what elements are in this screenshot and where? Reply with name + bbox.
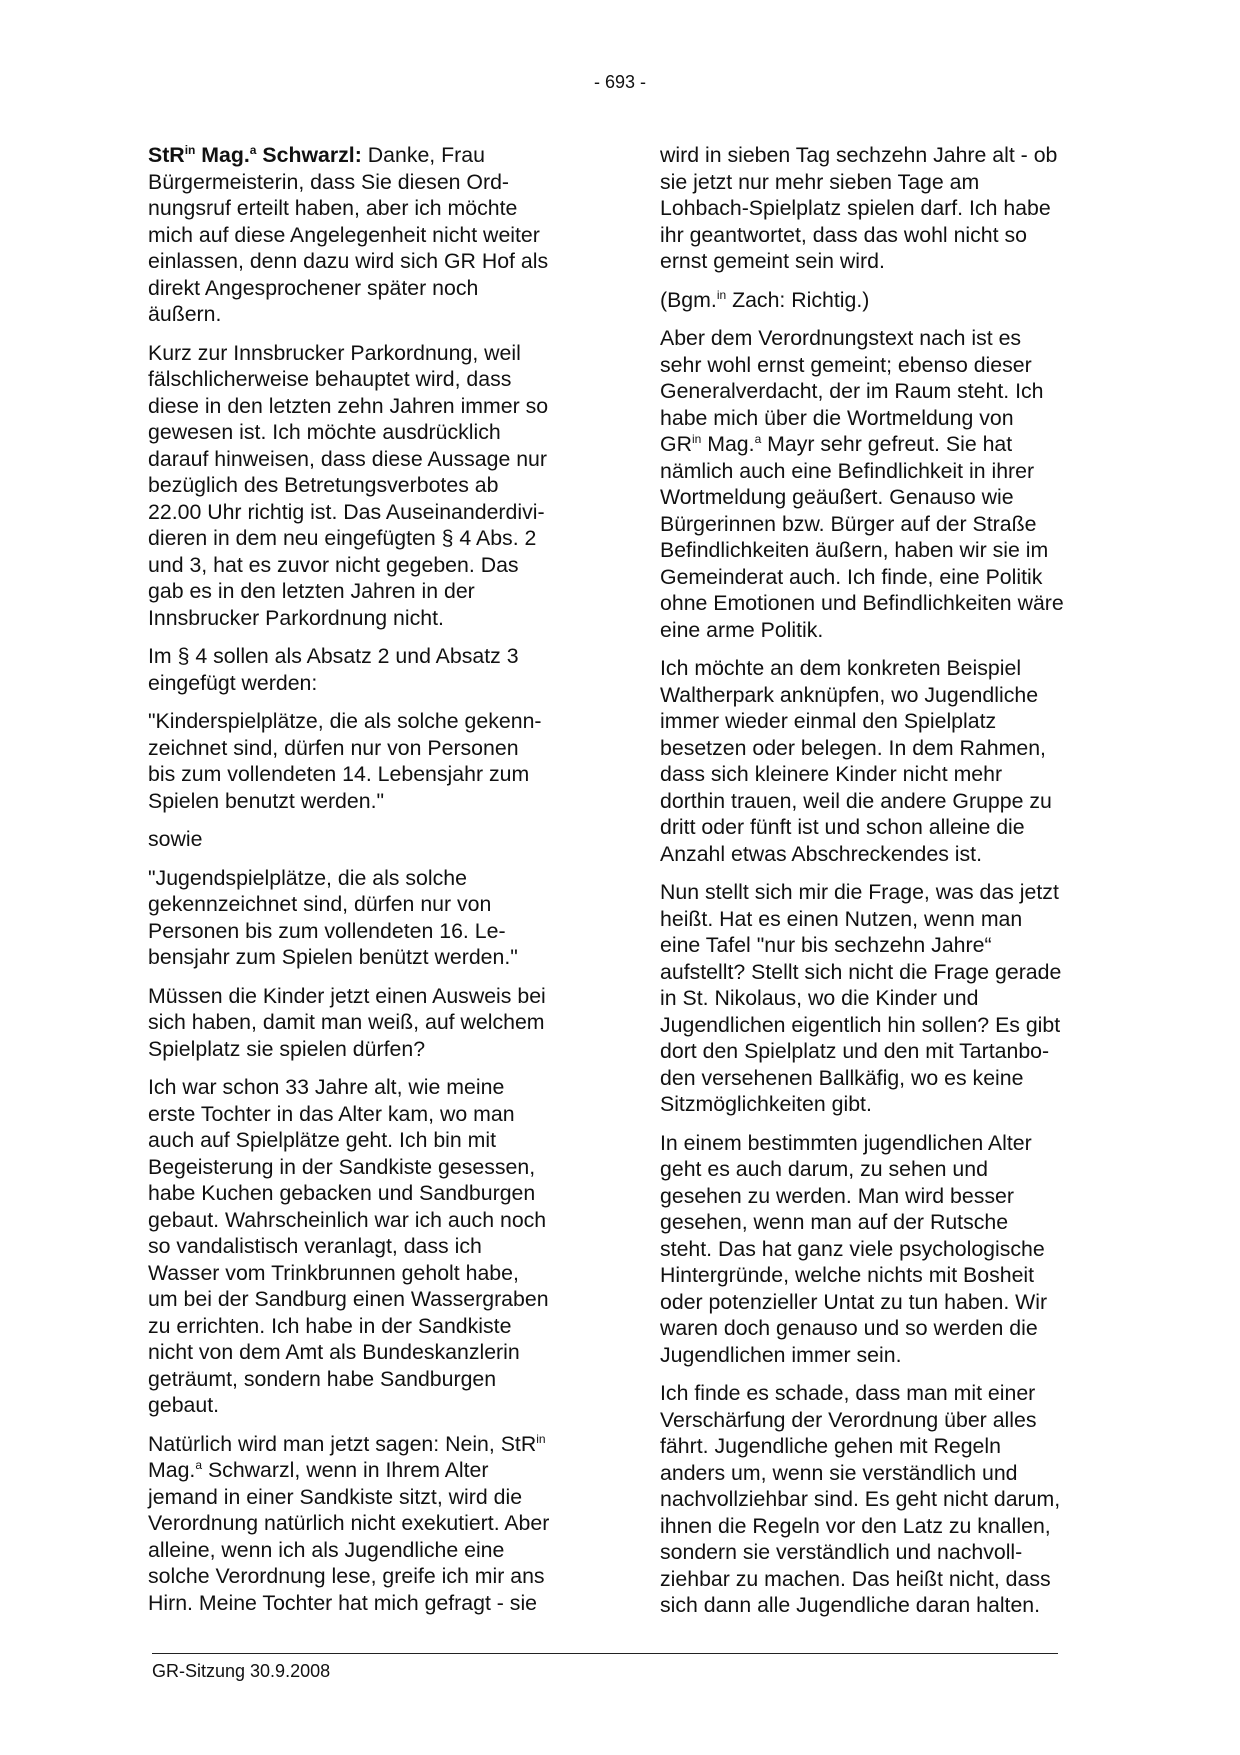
paragraph-text: Mag. bbox=[148, 1458, 196, 1482]
paragraph: Nun stellt sich mir die Frage, was das jetzt heißt. Hat es einen Nutzen, wenn man eine Tafel "nur bis sechzehn Jahre“ aufstellt? Stellt sich nicht die Frage gerade in St. Nikolaus, wo die Kinder und Jugendlichen eigentlich hin sollen? Es gibt dort den Spielplatz und den mit Tartanbo- den versehenen Ballkäfig, wo es keine Sitzmöglichkeiten gibt. bbox=[660, 880, 1062, 1116]
speaker-mag-sup: a bbox=[249, 142, 257, 157]
footer-divider bbox=[152, 1653, 1058, 1654]
left-column bbox=[148, 142, 588, 1628]
paragraph: Müssen die Kinder jetzt einen Ausweis bei sich haben, damit man weiß, auf welchem Spielplatz sie spielen dürfen? bbox=[148, 983, 546, 1061]
paragraph: Im § 4 sollen als Absatz 2 und Absatz 3 eingefügt werden: bbox=[148, 644, 519, 695]
paragraph-text: (Bgm. bbox=[660, 287, 717, 312]
paragraph: In einem bestimmten jugendlichen Alter geht es auch darum, zu sehen und gesehen zu werden. Man wird besser gesehen, wenn man auf der Rutsche steht. Das hat ganz viele psychologische Hintergründe, welche nichts mit Bosheit oder potenzieller Untat zu tun haben. Wir waren doch genauso und so werden die Jugendlichen immer sein. bbox=[660, 1130, 1048, 1367]
paragraph: wird in sieben Tag sechzehn Jahre alt - ob sie jetzt nur mehr sieben Tage am Lohbach-Spielplatz spielen darf. Ich habe ihr geantwortet, dass das wohl nicht so ernst gemeint sein wird. bbox=[660, 143, 1058, 273]
superscript: a bbox=[195, 1457, 203, 1472]
page-number: - 693 - bbox=[593, 72, 647, 92]
paragraph-text: Zach: Richtig.) bbox=[726, 287, 870, 312]
paragraph: sowie bbox=[148, 827, 203, 851]
paragraph: Ich war schon 33 Jahre alt, wie meine erste Tochter in das Alter kam, wo man auch auf Spielplätze geht. Ich bin mit Begeisterung in der Sandkiste gesessen, habe Kuchen gebacken und Sandburgen gebaut. Wahrscheinlich war ich auch noch so vandalistisch veranlagt, dass ich Wasser vom Trinkbrunnen geholt habe, um bei der Sandburg einen Wassergraben zu errichten. Ich habe in der Sandkiste nicht von dem Amt als Bundeskanzlerin geträumt, sondern habe Sandburgen gebaut. bbox=[148, 1075, 549, 1417]
paragraph-text: Mayr sehr gefreut. Sie hat nämlich auch eine Befindlichkeit in ihrer Wortmeldung geäußert. Genauso wie Bürgerinnen bzw. Bürger auf der Straße Befindlichkeiten äußern, haben wir sie im Gemeinderat auch. Ich finde, eine Politik ohne Emotionen und Befindlichkeiten wäre eine arme Politik. bbox=[660, 432, 1064, 642]
superscript: in bbox=[691, 431, 702, 446]
right-column bbox=[660, 142, 1100, 1631]
paragraph bbox=[660, 325, 1100, 643]
paragraph-text: Mag. bbox=[701, 432, 755, 456]
interjection bbox=[660, 287, 1100, 314]
speaker-name bbox=[148, 143, 362, 167]
paragraph: Ich finde es schade, dass man mit einer Verschärfung der Verordnung über alles fährt. Jugendliche gehen mit Regeln anders um, wenn sie verständlich und nachvollziehbar sind. Es geht nicht darum, ihnen die Regeln vor den Latz zu knallen, sondern sie verständlich und nachvoll- ziehbar zu machen. Das heißt nicht, dass sich dann alle Jugendliche daran halten. bbox=[660, 1381, 1061, 1617]
speaker-mag: Mag. bbox=[195, 143, 250, 167]
speaker-title-prefix: StR bbox=[148, 143, 185, 167]
speaker-surname: Schwarzl: bbox=[256, 143, 362, 167]
paragraph-text: Aber dem Verordnungstext nach ist es sehr wohl ernst gemeint; ebenso dieser Generalverdacht, der im Raum steht. Ich habe mich über die Wortmeldung von GR bbox=[660, 326, 1044, 456]
paragraph bbox=[148, 1431, 588, 1617]
footer-session-date: GR-Sitzung 30.9.2008 bbox=[152, 1661, 331, 1681]
paragraph-speaker-intro bbox=[148, 142, 588, 328]
paragraph: Kurz zur Innsbrucker Parkordnung, weil fälschlicherweise behauptet wird, dass diese in den letzten zehn Jahren immer so gewesen ist. Ich möchte ausdrücklich darauf hinweisen, dass diese Aussage nur bezüglich des Betretungsverbotes ab 22.00 Uhr richtig ist. Das Auseinanderdivi- dieren in dem neu eingefügten § 4 Abs. 2 und 3, hat es zuvor nicht gegeben. Das gab es in den letzten Jahren in der Innsbrucker Parkordnung nicht. bbox=[148, 340, 549, 630]
superscript: a bbox=[754, 431, 762, 446]
paragraph-text: Danke, Frau Bürgermeisterin, dass Sie diesen Ord- nungsruf erteilt haben, aber ich möchte mich auf diese Angelegenheit nicht weiter einlassen, denn dazu wird sich GR Hof als direkt Angesprochener später noch äußern. bbox=[148, 143, 549, 326]
superscript: in bbox=[536, 1431, 546, 1446]
quoted-regulation: "Kinderspielplätze, die als solche gekenn- zeichnet sind, dürfen nur von Personen bis zum vollendeten 14. Lebensjahr zum Spielen benutzt werden." bbox=[148, 709, 542, 813]
quoted-regulation: "Jugendspielplätze, die als solche gekennzeichnet sind, dürfen nur von Personen bis zum vollendeten 16. Le- bensjahr zum Spielen benützt werden." bbox=[148, 865, 518, 969]
superscript: in bbox=[716, 287, 727, 302]
paragraph: Ich möchte an dem konkreten Beispiel Waltherpark anknüpfen, wo Jugendliche immer wieder einmal den Spielplatz besetzen oder belegen. In dem Rahmen, dass sich kleinere Kinder nicht mehr dorthin trauen, weil die andere Gruppe zu dritt oder fünft ist und schon alleine die Anzahl etwas Abschreckendes ist. bbox=[660, 656, 1052, 866]
paragraph-text: Natürlich wird man jetzt sagen: Nein, StR bbox=[148, 1431, 537, 1456]
speaker-title-sup: in bbox=[184, 142, 196, 157]
paragraph-text: Schwarzl, wenn in Ihrem Alter jemand in einer Sandkiste sitzt, wird die Verordnung natürlich nicht exekutiert. Aber alleine, wenn ich als Jugendliche eine solche Verordnung lese, greife ich mir ans Hirn. Meine Tochter hat mich gefragt - sie bbox=[148, 1458, 550, 1615]
